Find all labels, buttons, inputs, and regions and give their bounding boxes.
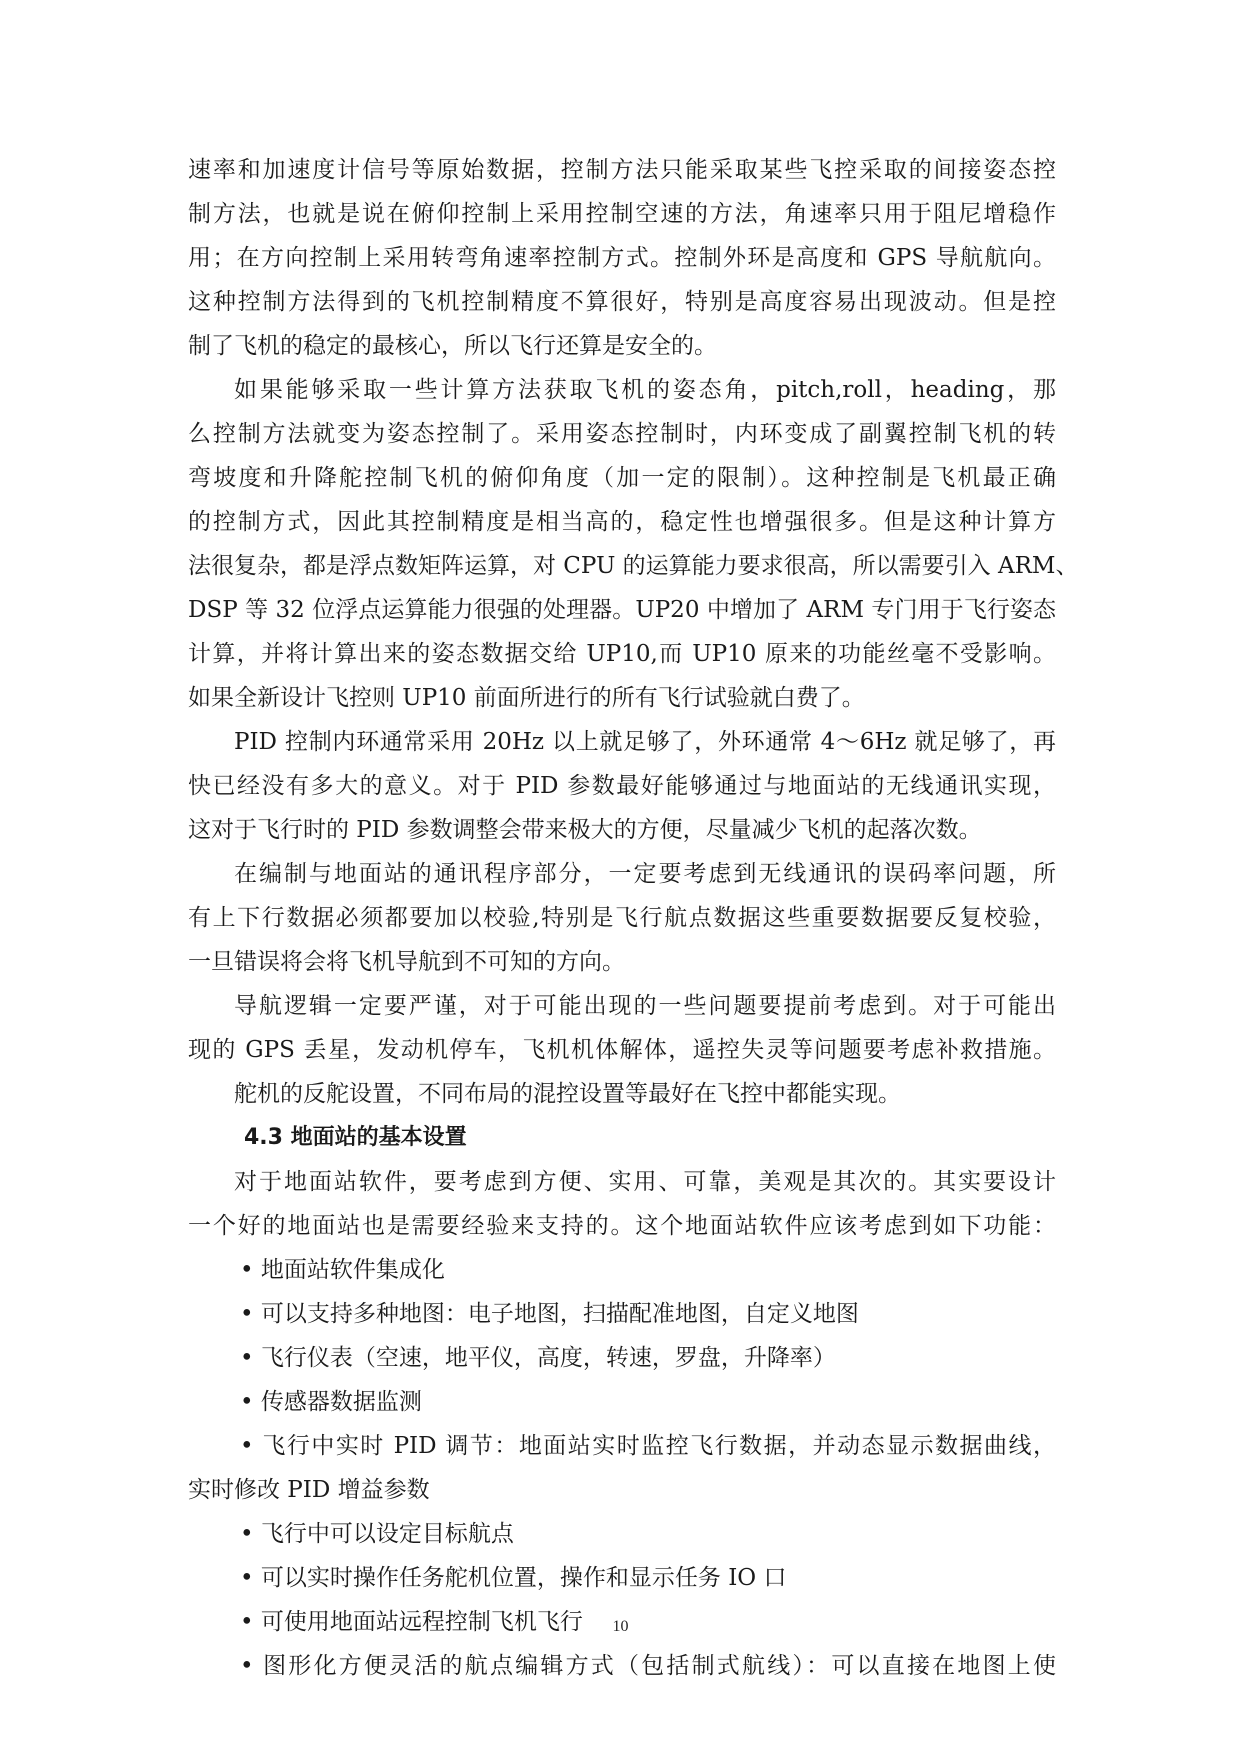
body-text xyxy=(188,148,1079,1688)
text-line: 如果能够采取一些计算方法获取飞机的姿态角，pitch,roll，heading，那 xyxy=(234,377,1056,403)
text-line: PID 控制内环通常采用 20Hz 以上就足够了，外环通常 4～6Hz 就足够了，再 xyxy=(234,729,1056,755)
text-line: 舵机的反舵设置，不同布局的混控设置等最好在飞控中都能实现。 xyxy=(234,1081,901,1107)
text-line: 一个好的地面站也是需要经验来支持的。这个地面站软件应该考虑到如下功能： xyxy=(188,1213,1056,1239)
text-line: 如果全新设计飞控则 UP10 前面所进行的所有飞行试验就白费了。 xyxy=(188,685,865,711)
text-line: 在编制与地面站的通讯程序部分，一定要考虑到无线通讯的误码率问题，所 xyxy=(234,861,1056,887)
text-line: 对于地面站软件，要考虑到方便、实用、可靠，美观是其次的。其实要设计 xyxy=(234,1169,1056,1195)
text-line: 法很复杂，都是浮点数矩阵运算，对 CPU 的运算能力要求很高，所以需要引入 ARM、 xyxy=(188,553,1079,579)
text-line: 导航逻辑一定要严谨，对于可能出现的一些问题要提前考虑到。对于可能出 xyxy=(234,993,1056,1019)
bullet-item: • 地面站软件集成化 xyxy=(240,1257,445,1283)
section-heading: 4.3 地面站的基本设置 xyxy=(244,1125,467,1150)
bullet-item: • 传感器数据监测 xyxy=(240,1389,422,1415)
text-line: 有上下行数据必须都要加以校验,特别是飞行航点数据这些重要数据要反复校验， xyxy=(188,905,1056,931)
bullet-item: • 可以实时操作任务舵机位置，操作和显示任务 IO 口 xyxy=(240,1565,787,1591)
text-line: 么控制方法就变为姿态控制了。采用姿态控制时，内环变成了副翼控制飞机的转 xyxy=(188,421,1056,447)
bullet-item: • 飞行中可以设定目标航点 xyxy=(240,1521,514,1547)
text-line: 现的 GPS 丢星，发动机停车，飞机机体解体，遥控失灵等问题要考虑补救措施。 xyxy=(188,1037,1056,1063)
bullet-item: • 可以支持多种地图：电子地图，扫描配准地图，自定义地图 xyxy=(240,1301,859,1327)
text-line: 弯坡度和升降舵控制飞机的俯仰角度（加一定的限制）。这种控制是飞机最正确 xyxy=(188,465,1056,491)
text-line: 这对于飞行时的 PID 参数调整会带来极大的方便，尽量减少飞机的起落次数。 xyxy=(188,817,982,843)
bullet-continuation: 实时修改 PID 增益参数 xyxy=(188,1477,430,1503)
text-line: 一旦错误将会将飞机导航到不可知的方向。 xyxy=(188,949,625,975)
text-line: 这种控制方法得到的飞机控制精度不算很好，特别是高度容易出现波动。但是控 xyxy=(188,289,1056,315)
text-line: 制方法，也就是说在俯仰控制上采用控制空速的方法，角速率只用于阻尼增稳作 xyxy=(188,201,1056,227)
text-line: 用；在方向控制上采用转弯角速率控制方式。控制外环是高度和 GPS 导航航向。 xyxy=(188,245,1056,271)
text-line: 的控制方式，因此其控制精度是相当高的，稳定性也增强很多。但是这种计算方 xyxy=(188,509,1056,535)
bullet-item: • 飞行仪表（空速，地平仪，高度，转速，罗盘，升降率） xyxy=(240,1345,836,1371)
text-line: 快已经没有多大的意义。对于 PID 参数最好能够通过与地面站的无线通讯实现， xyxy=(188,773,1056,799)
bullet-item: • 可使用地面站远程控制飞机飞行 xyxy=(240,1609,583,1635)
text-line: 制了飞机的稳定的最核心，所以飞行还算是安全的。 xyxy=(188,333,717,359)
text-line: 速率和加速度计信号等原始数据，控制方法只能采取某些飞控采取的间接姿态控 xyxy=(188,157,1056,183)
text-line: DSP 等 32 位浮点运算能力很强的处理器。UP20 中增加了 ARM 专门用于飞行姿态 xyxy=(188,597,1056,623)
bullet-item: • 飞行中实时 PID 调节：地面站实时监控飞行数据，并动态显示数据曲线， xyxy=(240,1433,1056,1459)
page-number: 10 xyxy=(612,1618,629,1635)
text-line: 计算，并将计算出来的姿态数据交给 UP10,而 UP10 原来的功能丝毫不受影响。 xyxy=(188,641,1056,667)
bullet-item: • 图形化方便灵活的航点编辑方式（包括制式航线）：可以直接在地图上使 xyxy=(240,1653,1056,1679)
